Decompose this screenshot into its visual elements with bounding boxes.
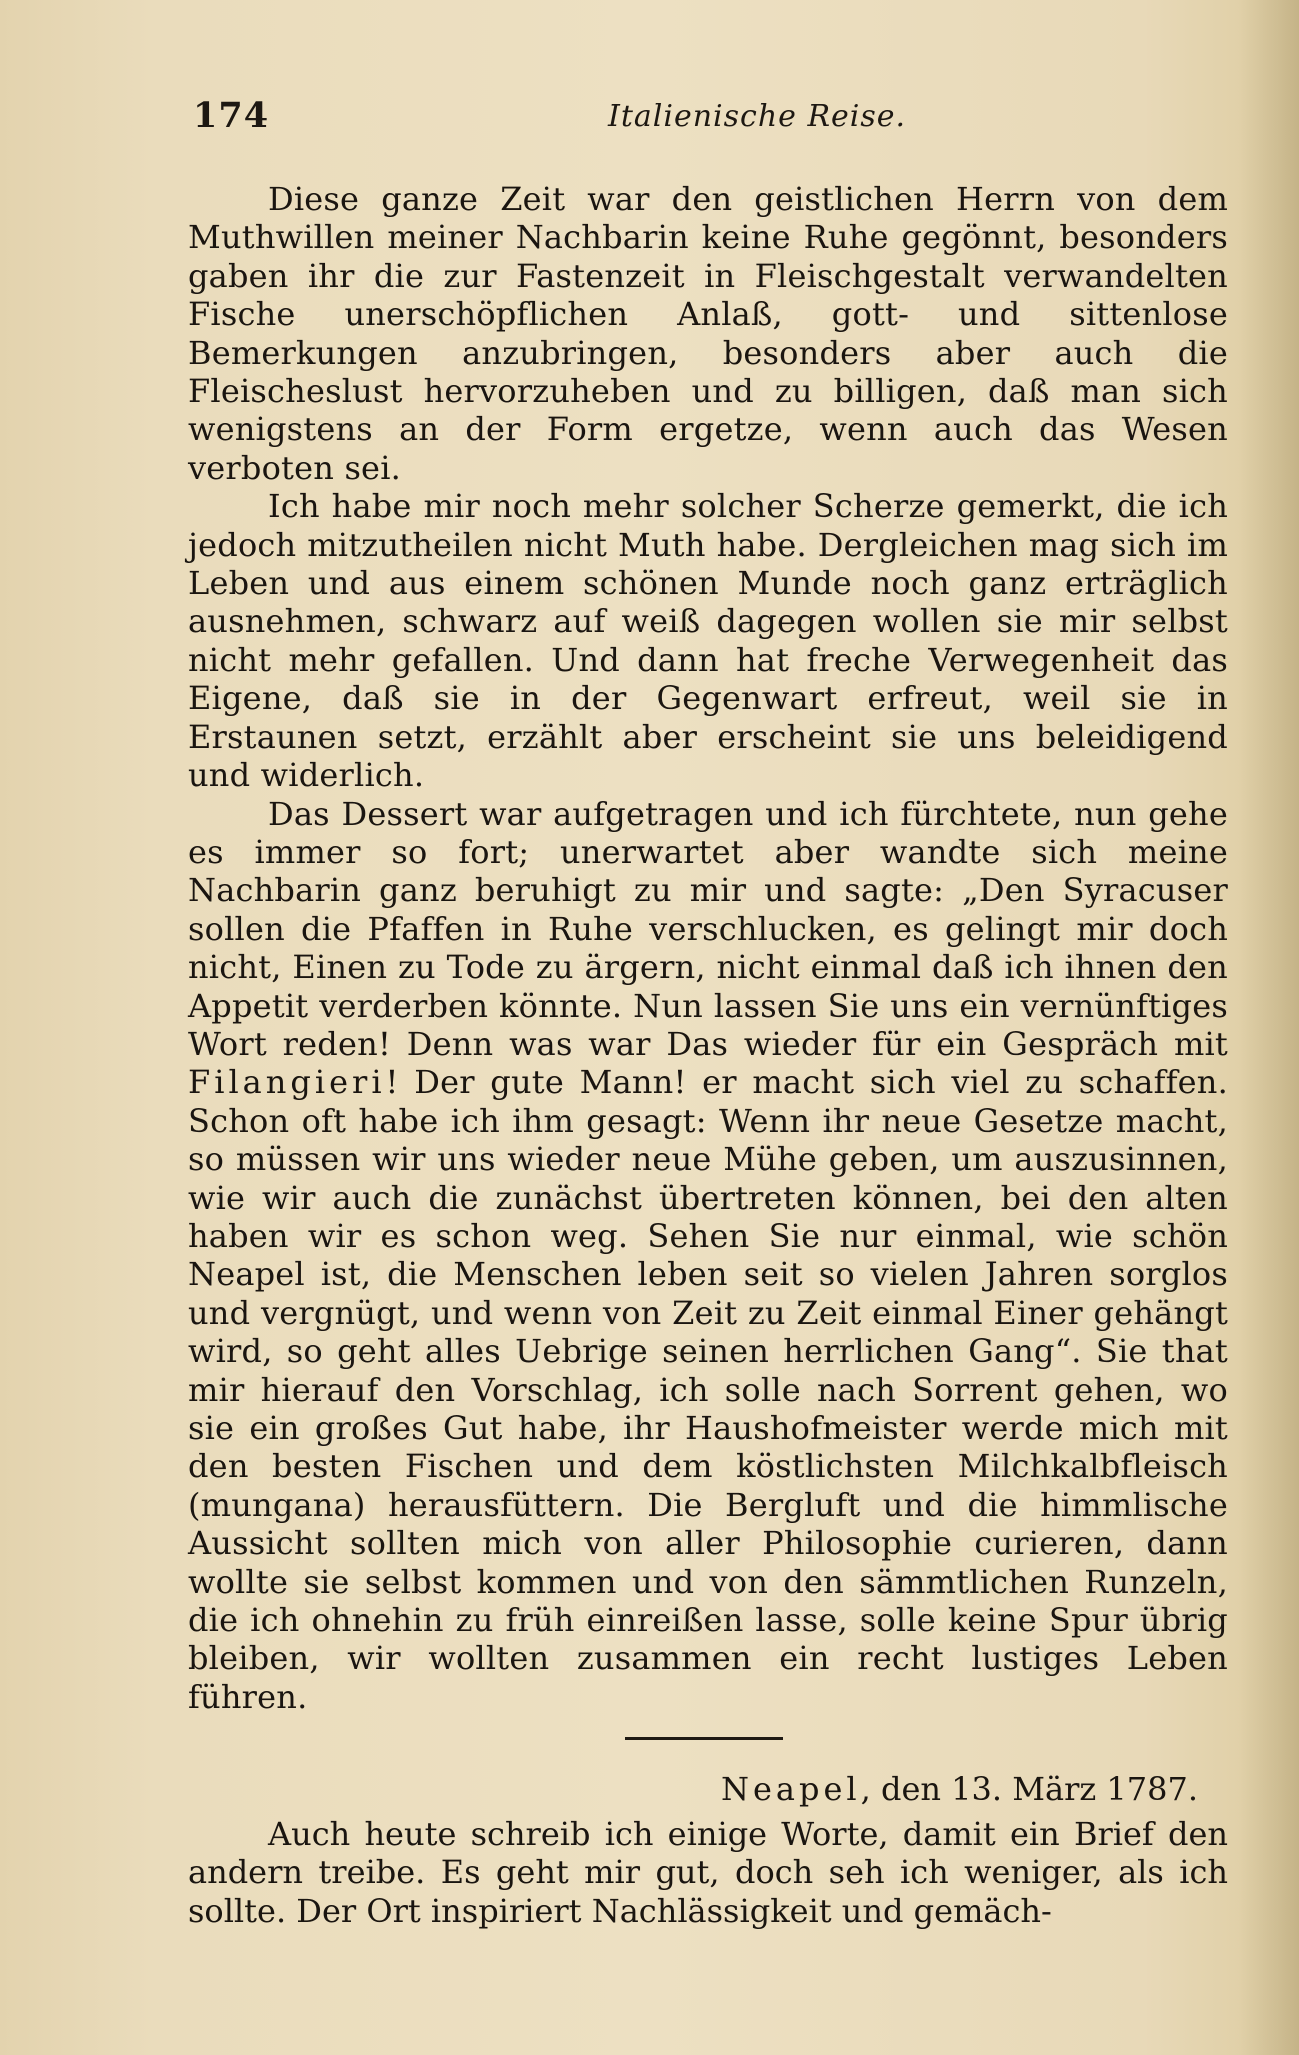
page-header	[188, 95, 1228, 145]
running-title: Italienische Reise.	[608, 99, 907, 134]
dateline-place: Neapel	[720, 1770, 861, 1808]
page-edge-shadow	[1239, 0, 1299, 2055]
dateline-date: , den 13. März 1787.	[860, 1770, 1198, 1808]
paragraph-3	[188, 795, 1228, 1717]
main-text	[188, 180, 1228, 1716]
section-divider	[625, 1737, 783, 1740]
name-filangieri: Filangieri	[188, 1063, 386, 1102]
paragraph-1: Diese ganze Zeit war den geistlichen Herrn von dem Muthwillen meiner Nachbarin keine Ruhe gegönnt, besonders gaben ihr die zur Fastenzeit in Fleischgestalt verwandelten Fische unerschöpflichen Anlaß, gott- und sittenlose Bemerkungen anzubringen, besonders aber auch die Fleischeslust hervorzuheben und zu billigen, daß man sich wenigstens an der Form ergetze, wenn auch das Wesen verboten sei.	[188, 180, 1228, 487]
paragraph-4: Auch heute schreib ich einige Worte, damit ein Brief den andern treibe. Es geht mir gut, doch seh ich weniger, als ich sollte. Der Ort inspiriert Nachlässigkeit und gemäch-	[188, 1815, 1228, 1930]
page-number: 174	[193, 95, 270, 136]
paragraph-3-part-2: ! Der gute Mann! er macht sich viel zu schaffen. Schon oft habe ich ihm gesagt: Wenn ihr neue Gesetze macht, so müssen wir uns wieder neue Mühe geben, um auszusinnen, wie wir auch die zunächst übertreten können, bei den alten haben wir es schon weg. Sehen Sie nur einmal, wie schön Neapel ist, die Menschen leben seit so vielen Jahren sorglos und vergnügt, und wenn von Zeit zu Zeit einmal Einer gehängt wird, so geht alles Uebrige seinen herrlichen Gang“. Sie that mir hierauf den Vorschlag, ich solle nach Sorrent gehen, wo sie ein großes Gut habe, ihr Haushofmeister werde mich mit den besten Fischen und dem köstlichsten Milchkalbfleisch (mungana) herausfüttern. Die Bergluft und die himmlische Aussicht sollten mich von aller Philosophie curieren, dann wollte sie selbst kommen und von den sämmtlichen Runzeln, die ich ohnehin zu früh einreißen lasse, solle keine Spur übrig bleiben, wir wollten zusammen ein recht lustiges Leben führen.	[188, 1063, 1228, 1716]
letter-text	[188, 1815, 1228, 1930]
dateline	[188, 1770, 1198, 1808]
paragraph-3-part-1: Das Dessert war aufgetragen und ich fürchtete, nun gehe es immer so fort; unerwartet aber wandte sich meine Nachbarin ganz beruhigt zu mir und sagte: „Den Syracuser sollen die Pfaffen in Ruhe verschlucken, es gelingt mir doch nicht, Einen zu Tode zu ärgern, nicht einmal daß ich ihnen den Appetit verderben könnte. Nun lassen Sie uns ein vernünftiges Wort reden! Denn was war Das wieder für ein Gespräch mit	[188, 794, 1228, 1063]
paragraph-2: Ich habe mir noch mehr solcher Scherze gemerkt, die ich jedoch mitzutheilen nicht Muth habe. Dergleichen mag sich im Leben und aus einem schönen Munde noch ganz erträglich ausnehmen, schwarz auf weiß dagegen wollen sie mir selbst nicht mehr gefallen. Und dann hat freche Verwegenheit das Eigene, daß sie in der Gegenwart erfreut, weil sie in Erstaunen setzt, erzählt aber erscheint sie uns beleidigend und widerlich.	[188, 487, 1228, 795]
